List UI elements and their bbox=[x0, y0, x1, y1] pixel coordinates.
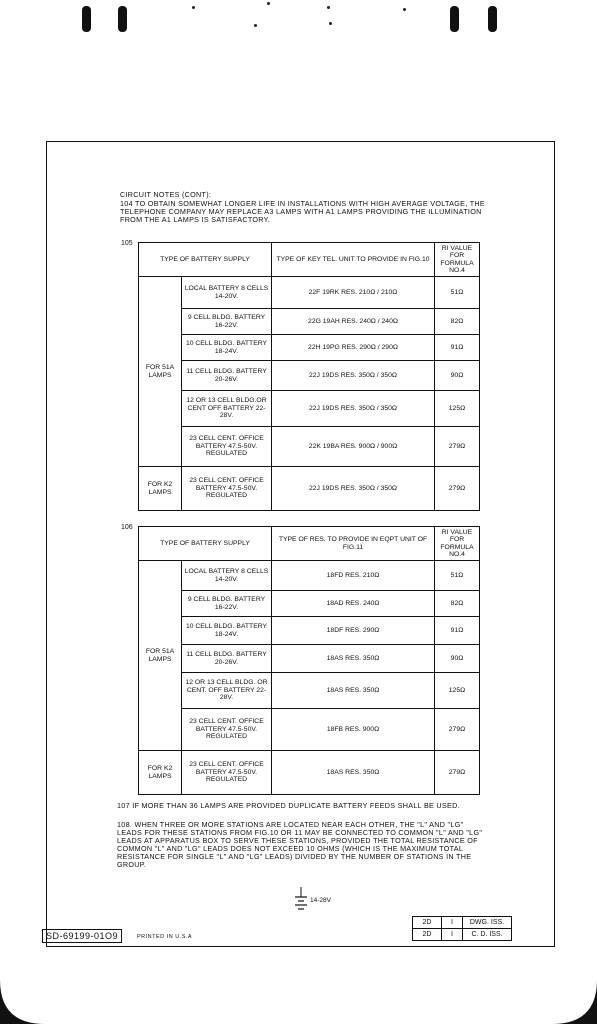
unit-cell: 22G 19AH RES. 240Ω / 240Ω bbox=[272, 309, 435, 335]
supply-cell: 23 CELL CENT. OFFICE BATTERY 47.5-50V. REGULATED bbox=[182, 467, 272, 511]
battery-voltage-label: 14-28V bbox=[310, 897, 331, 904]
ri-cell: 90Ω bbox=[435, 645, 480, 673]
header-ri-value: RI VALUE FOR FORMULA NO.4 bbox=[435, 527, 480, 561]
header-res-type: TYPE OF RES. TO PROVIDE IN EQPT UNIT OF FIG.11 bbox=[272, 527, 435, 561]
unit-cell: 22F 19RK RES. 210Ω / 210Ω bbox=[272, 277, 435, 309]
group-51a: FOR 51A LAMPS bbox=[139, 277, 182, 467]
issue-cell: I bbox=[442, 929, 463, 941]
supply-cell: 12 OR 13 CELL BLDG. OR CENT. OFF BATTERY 22-28V. bbox=[182, 673, 272, 709]
unit-cell: 18AS RES. 350Ω bbox=[272, 645, 435, 673]
unit-cell: 18AD RES. 240Ω bbox=[272, 591, 435, 617]
printed-in: PRINTED IN U.S.A bbox=[137, 934, 193, 940]
note-107: 107 IF MORE THAN 36 LAMPS ARE PROVIDED DUPLICATE BATTERY FEEDS SHALL BE USED. bbox=[117, 801, 460, 810]
table-106 bbox=[138, 526, 480, 795]
unit-cell: 18DF RES. 290Ω bbox=[272, 617, 435, 645]
supply-cell: 9 CELL BLDG. BATTERY 16-22V. bbox=[182, 591, 272, 617]
speck bbox=[327, 6, 330, 9]
section-number-106: 106 bbox=[121, 524, 133, 531]
ri-cell: 82Ω bbox=[435, 309, 480, 335]
ri-cell: 51Ω bbox=[435, 561, 480, 591]
unit-cell: 18AS RES. 350Ω bbox=[272, 673, 435, 709]
ri-cell: 279Ω bbox=[435, 751, 480, 795]
unit-cell: 22J 19DS RES. 350Ω / 350Ω bbox=[272, 467, 435, 511]
punch-hole-right-2 bbox=[488, 6, 497, 32]
supply-cell: 11 CELL BLDG. BATTERY 20-26V. bbox=[182, 361, 272, 391]
unit-cell: 18AS RES. 350Ω bbox=[272, 751, 435, 795]
supply-cell: 23 CELL CENT. OFFICE BATTERY 47.5-50V. REGULATED bbox=[182, 427, 272, 467]
table-105 bbox=[138, 242, 480, 511]
punch-hole-right-1 bbox=[450, 6, 459, 32]
ri-cell: 279Ω bbox=[435, 427, 480, 467]
unit-cell: 22J 19DS RES. 350Ω / 350Ω bbox=[272, 391, 435, 427]
notes-heading: CIRCUIT NOTES (CONT): bbox=[120, 190, 212, 199]
issue-cell: C. D. ISS. bbox=[463, 929, 512, 941]
battery-symbol-icon bbox=[294, 887, 308, 915]
unit-cell: 22J 19DS RES. 350Ω / 350Ω bbox=[272, 361, 435, 391]
punch-hole-left-1 bbox=[82, 6, 91, 32]
ri-cell: 90Ω bbox=[435, 361, 480, 391]
note-108: 108. WHEN THREE OR MORE STATIONS ARE LOCATED NEAR EACH OTHER, THE "L" AND "LG" LEADS FOR THESE STATIONS FROM FIG.10 OR 11 MAY BE CONNECTED TO COMMON "L" AND "LG" LEADS AT APPARATUS BOX TO SERVE THESE STATIONS, PROVIDED THE TOTAL RESISTANCE OF COMMON "L" AND "LG" LEADS DOES NOT EXCEED 10 OHMS (WHICH IS THE MAXIMUM TOTAL RESISTANCE FOR SINGLE "L" AND "LG" LEADS) DIVIDED BY THE NUMBER OF STATIONS IN THE GROUP. bbox=[117, 820, 483, 869]
supply-cell: 10 CELL BLDG. BATTERY 18-24V. bbox=[182, 335, 272, 361]
unit-cell: 22H 19PG RES. 290Ω / 290Ω bbox=[272, 335, 435, 361]
header-battery-supply: TYPE OF BATTERY SUPPLY bbox=[139, 243, 272, 277]
issue-cell: DWG. ISS. bbox=[463, 917, 512, 929]
group-51a: FOR 51A LAMPS bbox=[139, 561, 182, 751]
issue-cell: 2D bbox=[413, 929, 442, 941]
drawing-number: SD-69199-01O9 bbox=[42, 929, 122, 943]
section-number-105: 105 bbox=[121, 240, 133, 247]
supply-cell: 11 CELL BLDG. BATTERY 20-26V. bbox=[182, 645, 272, 673]
group-k2: FOR K2 LAMPS bbox=[139, 751, 182, 795]
supply-cell: 12 OR 13 CELL BLDG.OR CENT OFF BATTERY 22-28V. bbox=[182, 391, 272, 427]
speck bbox=[267, 2, 270, 5]
supply-cell: LOCAL BATTERY 8 CELLS 14-20V. bbox=[182, 561, 272, 591]
header-battery-supply: TYPE OF BATTERY SUPPLY bbox=[139, 527, 272, 561]
punch-hole-left-2 bbox=[118, 6, 127, 32]
supply-cell: 9 CELL BLDG. BATTERY 16-22V. bbox=[182, 309, 272, 335]
ri-cell: 91Ω bbox=[435, 617, 480, 645]
ri-cell: 279Ω bbox=[435, 467, 480, 511]
card-edge bbox=[0, 950, 597, 1024]
unit-cell: 18FB RES. 900Ω bbox=[272, 709, 435, 751]
ri-cell: 125Ω bbox=[435, 391, 480, 427]
supply-cell: 10 CELL BLDG. BATTERY 18-24V. bbox=[182, 617, 272, 645]
issue-cell: 2D bbox=[413, 917, 442, 929]
supply-cell: 23 CELL CENT. OFFICE BATTERY 47.5-50V. REGULATED bbox=[182, 751, 272, 795]
ri-cell: 279Ω bbox=[435, 709, 480, 751]
issue-table bbox=[412, 916, 512, 941]
supply-cell: 23 CELL CENT. OFFICE BATTERY 47.5-50V. REGULATED bbox=[182, 709, 272, 751]
supply-cell: LOCAL BATTERY 8 CELLS 14-20V. bbox=[182, 277, 272, 309]
ri-cell: 82Ω bbox=[435, 591, 480, 617]
issue-cell: I bbox=[442, 917, 463, 929]
speck bbox=[329, 22, 332, 25]
ri-cell: 91Ω bbox=[435, 335, 480, 361]
ri-cell: 51Ω bbox=[435, 277, 480, 309]
unit-cell: 18FD RES. 210Ω bbox=[272, 561, 435, 591]
speck bbox=[403, 8, 406, 11]
speck bbox=[254, 24, 257, 27]
unit-cell: 22K 19BA RES. 900Ω / 900Ω bbox=[272, 427, 435, 467]
header-key-tel-unit: TYPE OF KEY TEL. UNIT TO PROVIDE IN FIG.10 bbox=[272, 243, 435, 277]
header-ri-value: RI VALUE FOR FORMULA NO.4 bbox=[435, 243, 480, 277]
ri-cell: 125Ω bbox=[435, 673, 480, 709]
group-k2: FOR K2 LAMPS bbox=[139, 467, 182, 511]
note-104: 104 TO OBTAIN SOMEWHAT LONGER LIFE IN INSTALLATIONS WITH HIGH AVERAGE VOLTAGE, THE TELEPHONE COMPANY MAY REPLACE A3 LAMPS WITH A1 LAMPS PROVIDING THE ILLUMINATION FROM THE A1 LAMPS IS SATISFACTORY. bbox=[120, 199, 486, 224]
speck bbox=[192, 6, 195, 9]
